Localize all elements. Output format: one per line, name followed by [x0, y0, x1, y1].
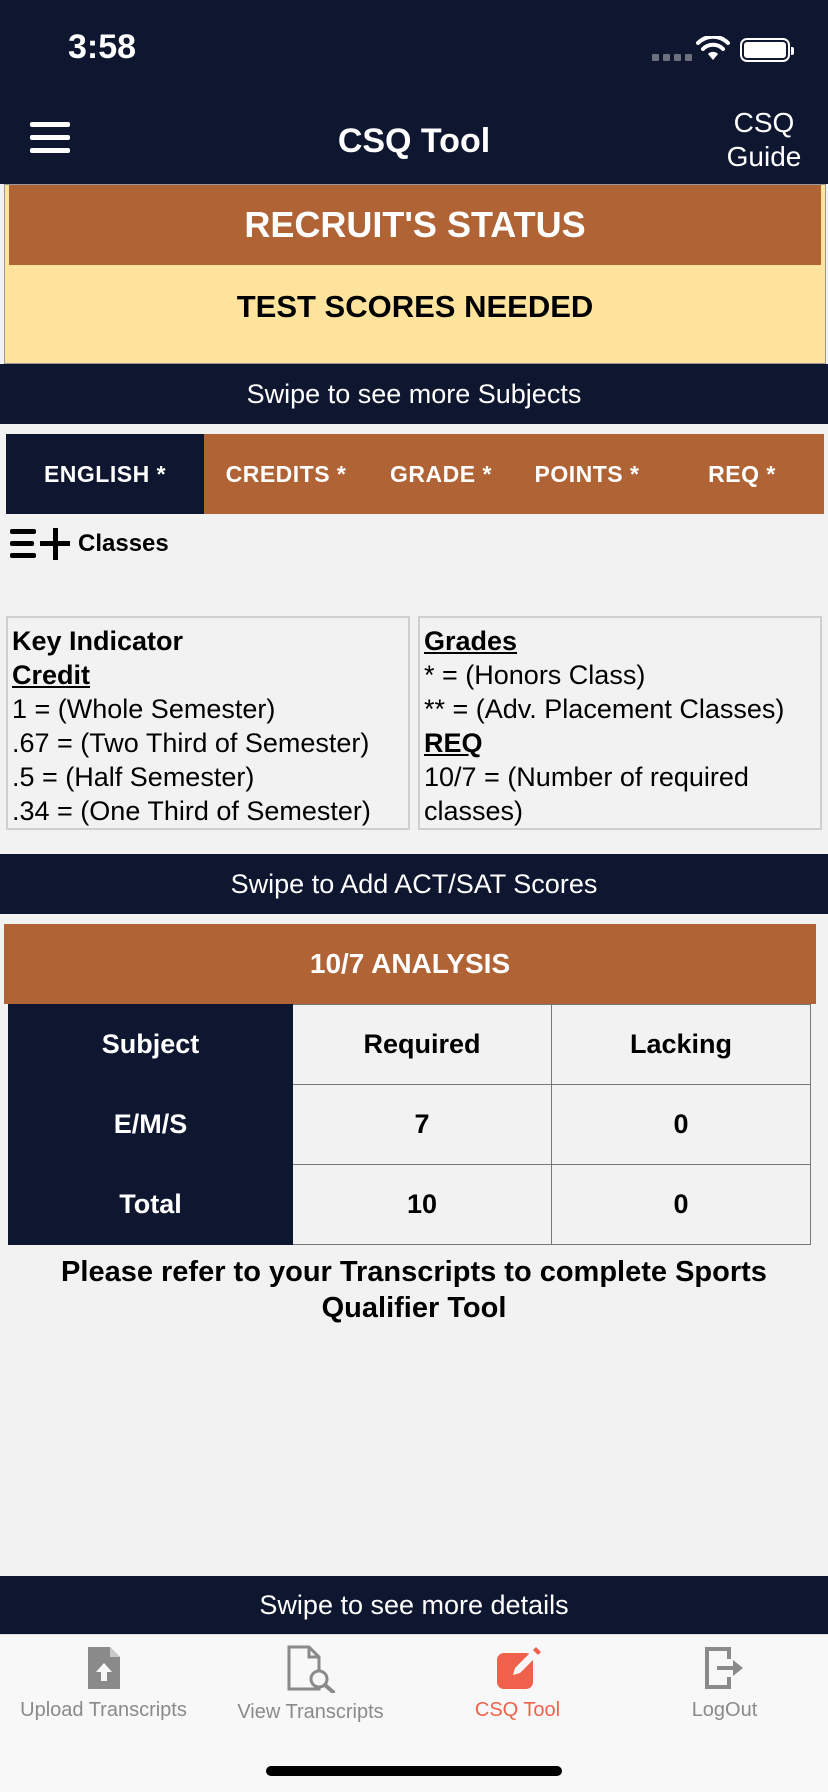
- column-header-subject: Subject: [9, 1005, 293, 1085]
- req-line: 10/7 = (Number of required classes): [424, 762, 749, 826]
- swipe-details-banner[interactable]: Swipe to see more details: [0, 1576, 828, 1634]
- csq-guide-label-line2: Guide: [726, 141, 802, 172]
- grade-line: ** = (Adv. Placement Classes): [424, 694, 785, 724]
- tab-label: LogOut: [691, 1699, 758, 1721]
- tab-english[interactable]: ENGLISH *: [6, 434, 204, 514]
- tab-upload-transcripts[interactable]: [0, 1645, 207, 1722]
- table-header-row: [9, 1005, 811, 1085]
- row-required: 10: [293, 1165, 552, 1245]
- csq-guide-button[interactable]: [714, 106, 814, 174]
- tab-logout[interactable]: [621, 1645, 828, 1722]
- row-subject: Total: [9, 1165, 293, 1245]
- credit-heading: Credit: [12, 660, 91, 690]
- column-header-lacking: Lacking: [552, 1005, 811, 1085]
- clock: 3:58: [68, 28, 137, 66]
- tab-req[interactable]: REQ *: [708, 460, 776, 487]
- subject-tab-row: [6, 434, 824, 514]
- column-header-required: Required: [293, 1005, 552, 1085]
- req-heading: REQ: [424, 728, 483, 758]
- transcripts-note: Please refer to your Transcripts to complete Sports Qualifier Tool: [61, 1256, 767, 1324]
- analysis-title: 10/7 ANALYSIS: [4, 924, 816, 1004]
- credit-line: .67 = (Two Third of Semester): [12, 728, 370, 758]
- tab-points[interactable]: POINTS *: [534, 460, 640, 487]
- wifi-icon: [696, 36, 730, 62]
- grade-line: * = (Honors Class): [424, 660, 646, 690]
- row-lacking: 0: [552, 1165, 811, 1245]
- row-required: 7: [293, 1085, 552, 1165]
- recruit-status-card: [4, 184, 826, 364]
- analysis-table: [8, 1004, 811, 1245]
- key-indicator-title: Key Indicator: [12, 626, 184, 656]
- recruit-status-value: TEST SCORES NEEDED: [236, 289, 594, 324]
- battery-icon: [740, 38, 790, 62]
- home-indicator: [266, 1766, 562, 1776]
- app-header: [0, 100, 828, 184]
- credit-line: .5 = (Half Semester): [12, 762, 255, 792]
- table-row: [9, 1165, 811, 1245]
- tab-label: CSQ Tool: [474, 1699, 561, 1721]
- row-subject: E/M/S: [9, 1085, 293, 1165]
- grades-heading: Grades: [424, 626, 518, 656]
- tab-label: View Transcripts: [237, 1701, 384, 1723]
- key-indicator-box: [6, 616, 410, 830]
- table-row: [9, 1085, 811, 1165]
- csq-guide-label-line1: CSQ: [733, 107, 795, 138]
- page-title: CSQ Tool: [337, 122, 491, 160]
- tab-csq-tool[interactable]: [414, 1645, 621, 1722]
- tab-grade[interactable]: GRADE *: [390, 460, 492, 487]
- edit-icon: [495, 1645, 541, 1691]
- add-list-icon: [10, 526, 72, 562]
- logout-icon: [703, 1645, 747, 1691]
- credit-line: .34 = (One Third of Semester): [12, 796, 371, 826]
- row-lacking: 0: [552, 1085, 811, 1165]
- tab-label: Upload Transcripts: [20, 1699, 187, 1721]
- status-bar: [0, 0, 828, 100]
- cellular-signal-icon: [652, 54, 692, 61]
- add-classes-button[interactable]: [10, 526, 169, 562]
- swipe-subjects-banner[interactable]: Swipe to see more Subjects: [0, 364, 828, 424]
- grades-key-box: [418, 616, 822, 830]
- swipe-scores-banner[interactable]: Swipe to Add ACT/SAT Scores: [0, 854, 828, 914]
- classes-label: Classes: [78, 530, 169, 557]
- tab-credits[interactable]: CREDITS *: [225, 460, 347, 487]
- credit-line: 1 = (Whole Semester): [12, 694, 276, 724]
- upload-file-icon: [84, 1645, 124, 1691]
- recruit-status-title: RECRUIT'S STATUS: [9, 185, 821, 265]
- tab-view-transcripts[interactable]: [207, 1645, 414, 1724]
- search-file-icon: [285, 1645, 337, 1693]
